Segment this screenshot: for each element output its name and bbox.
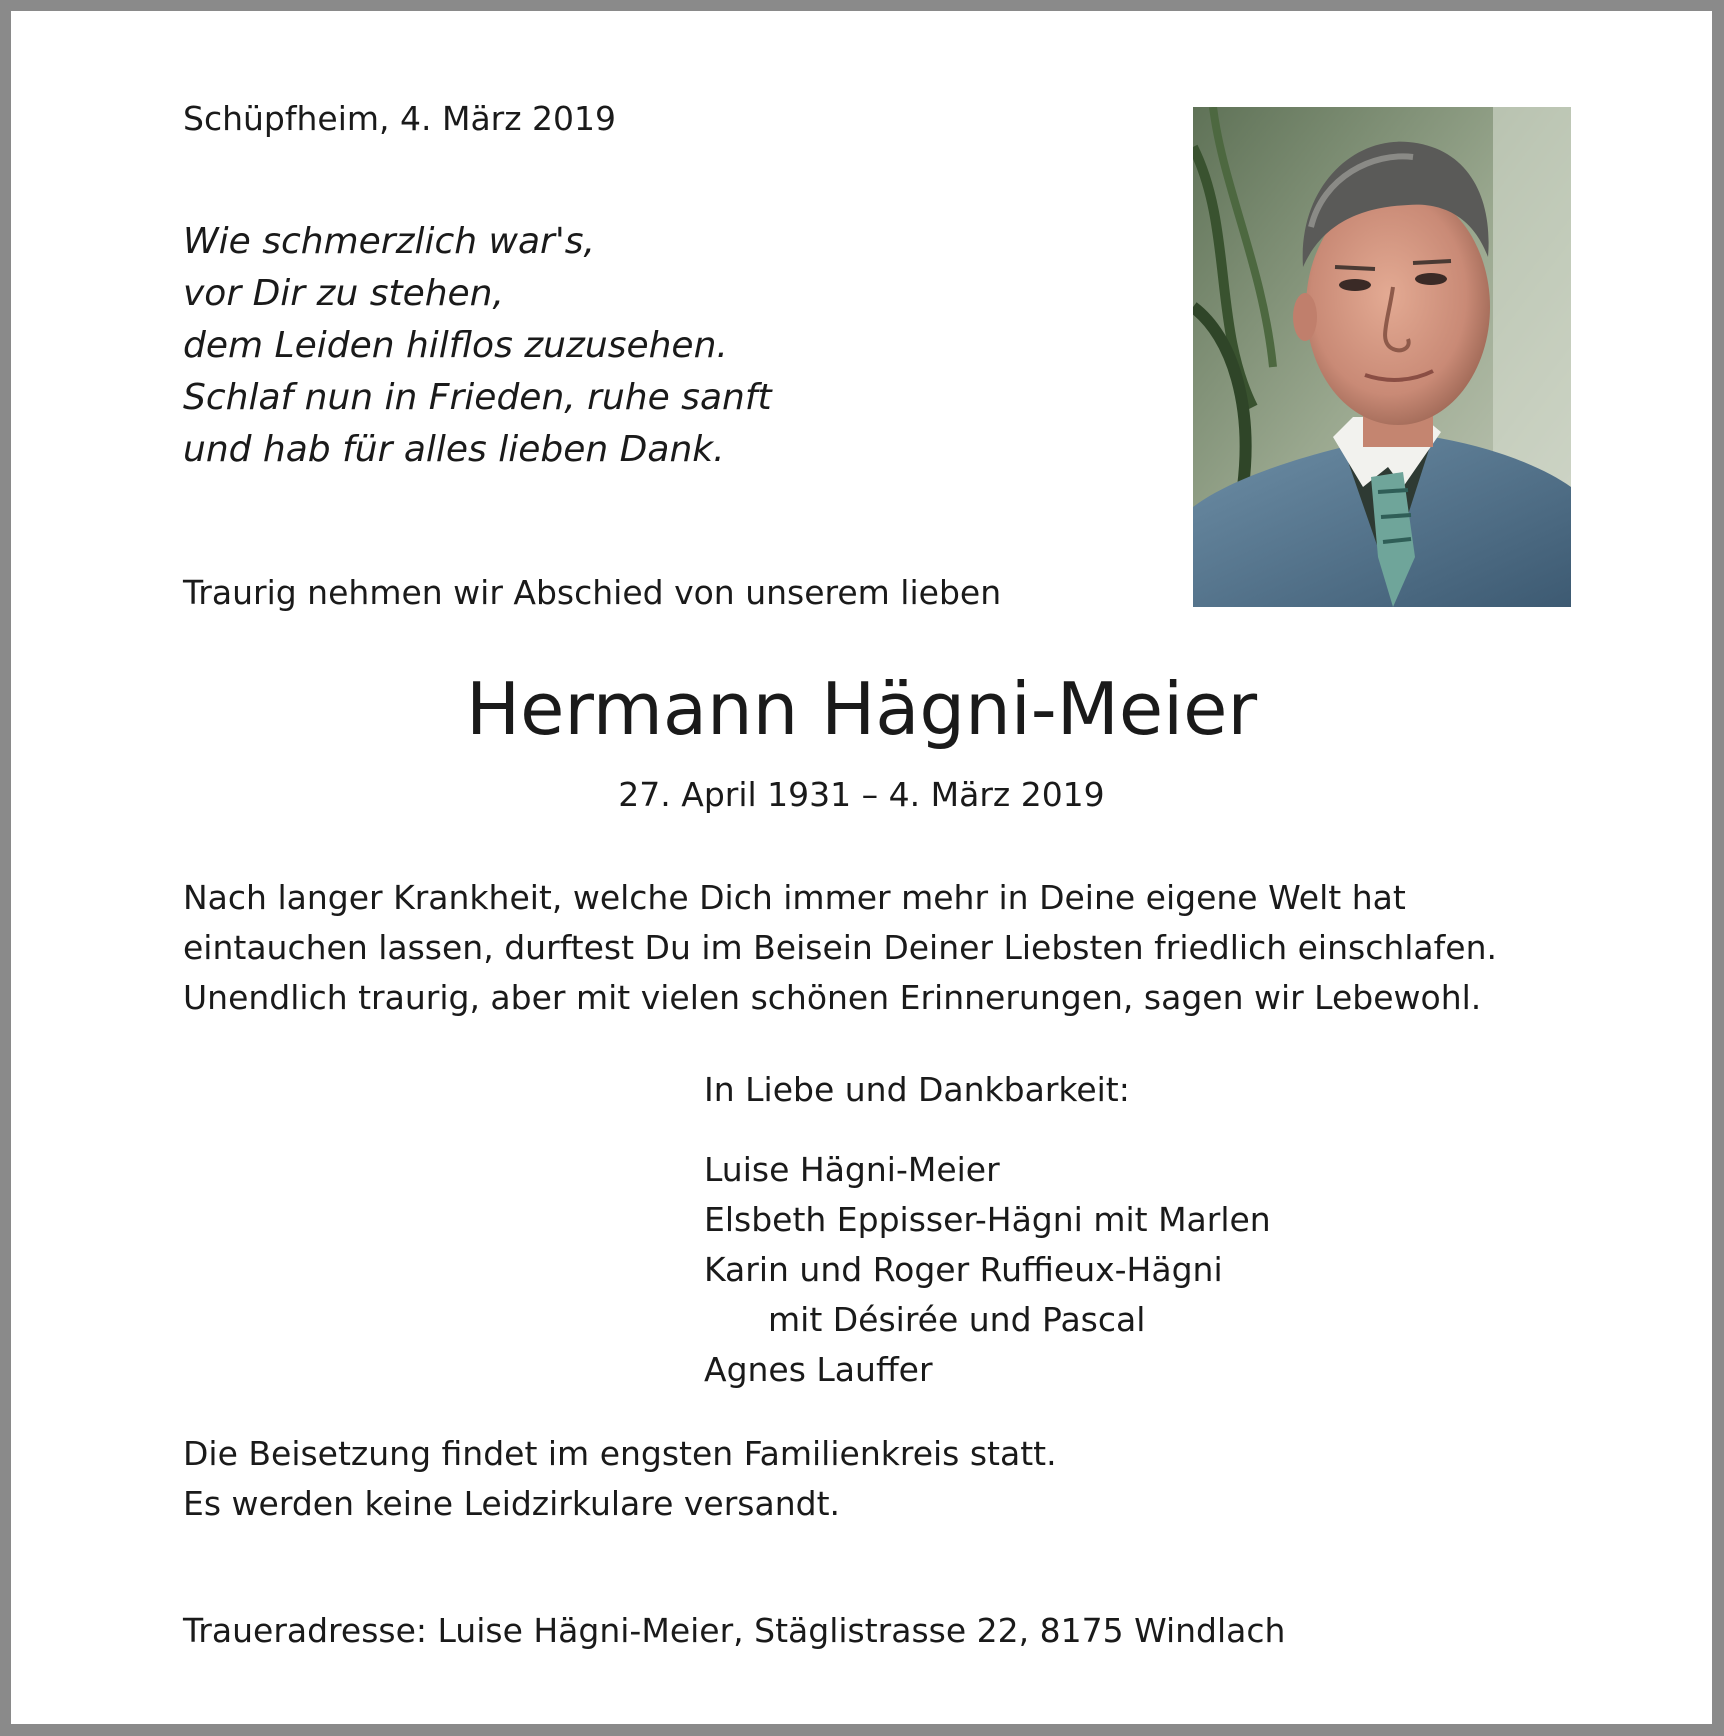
family-list bbox=[704, 1145, 1271, 1395]
closing-line: In Liebe und Dankbarkeit: bbox=[704, 1070, 1130, 1109]
funeral-line: Es werden keine Leidzirkulare versandt. bbox=[183, 1484, 841, 1523]
obituary-notice bbox=[11, 11, 1712, 1724]
message-line: Unendlich traurig, aber mit vielen schönen Erinnerungen, sagen wir Lebewohl. bbox=[183, 978, 1482, 1017]
poem-line: und hab für alles lieben Dank. bbox=[183, 429, 725, 470]
place-date: Schüpfheim, 4. März 2019 bbox=[183, 99, 617, 138]
message-line: eintauchen lassen, durftest Du im Beisein Deiner Liebsten friedlich einschlafen. bbox=[183, 928, 1497, 967]
family-member: Luise Hägni-Meier bbox=[704, 1150, 1000, 1189]
poem-line: dem Leiden hilflos zuzusehen. bbox=[183, 325, 728, 366]
family-member: mit Désirée und Pascal bbox=[768, 1300, 1146, 1339]
family-member: Agnes Lauffer bbox=[704, 1350, 933, 1389]
funeral-info bbox=[183, 1429, 1057, 1529]
message-paragraph bbox=[183, 873, 1497, 1023]
mourning-address: Traueradresse: Luise Hägni-Meier, Stäglistrasse 22, 8175 Windlach bbox=[183, 1611, 1286, 1650]
family-member: Elsbeth Eppisser-Hägni mit Marlen bbox=[704, 1200, 1271, 1239]
message-line: Nach langer Krankheit, welche Dich immer mehr in Deine eigene Welt hat bbox=[183, 878, 1406, 917]
life-dates: 27. April 1931 – 4. März 2019 bbox=[618, 775, 1105, 814]
poem bbox=[183, 216, 772, 476]
intro-line: Traurig nehmen wir Abschied von unserem lieben bbox=[183, 573, 1002, 612]
family-member: Karin und Roger Ruffieux-Hägni bbox=[704, 1250, 1223, 1289]
poem-line: vor Dir zu stehen, bbox=[183, 273, 504, 314]
poem-line: Wie schmerzlich war's, bbox=[183, 221, 595, 262]
deceased-name: Hermann Hägni-Meier bbox=[465, 667, 1258, 751]
funeral-line: Die Beisetzung findet im engsten Familienkreis statt. bbox=[183, 1434, 1057, 1473]
portrait-photo bbox=[1193, 107, 1571, 607]
poem-line: Schlaf nun in Frieden, ruhe sanft bbox=[183, 377, 772, 418]
